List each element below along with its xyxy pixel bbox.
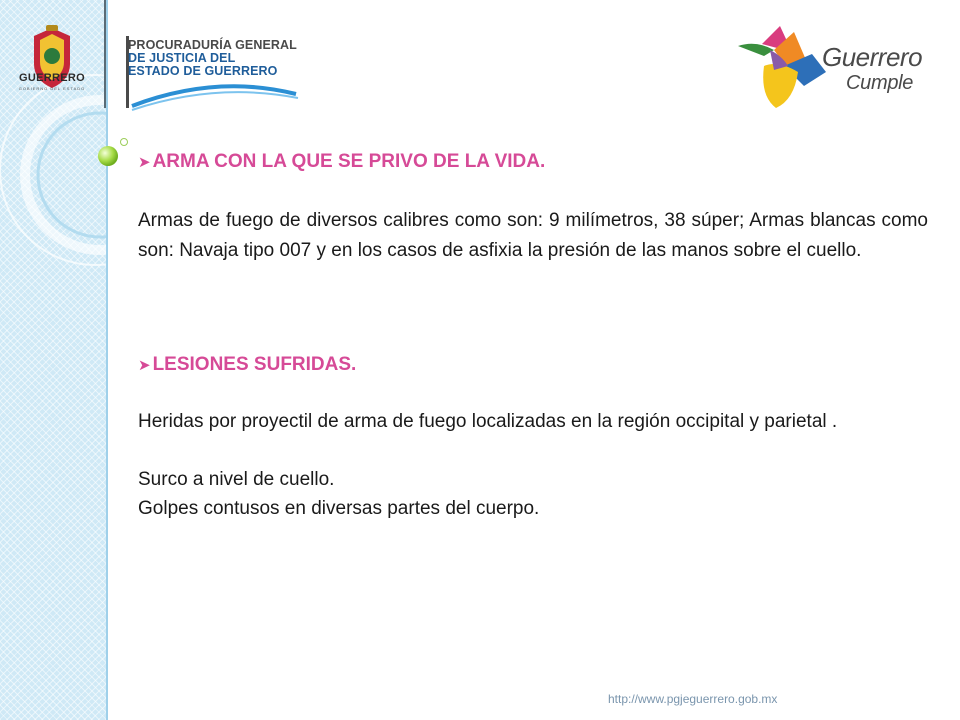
- header-divider: [104, 0, 106, 108]
- guerrero-cumple-bird-icon: [734, 26, 834, 112]
- arrow-bullet-icon: ➤: [138, 357, 151, 374]
- pgj-title-line-1: PROCURADURÍA GENERAL: [128, 38, 297, 52]
- campaign-word-1: Guerrero: [822, 42, 923, 72]
- section-heading-text: LESIONES SUFRIDAS.: [152, 354, 357, 375]
- decorative-circles: [0, 0, 106, 720]
- arrow-bullet-icon: ➤: [138, 154, 151, 171]
- pgj-title-line-3: ESTADO DE GUERRERO: [128, 64, 278, 78]
- section-heading-injuries: [138, 354, 928, 377]
- green-dot-icon: [94, 134, 134, 174]
- campaign-word-2: Cumple: [846, 72, 914, 94]
- section-body-weapon: Armas de fuego de diversos calibres como son: 9 milímetros, 38 súper; Armas blancas como son: Navaja tipo 007 y en los casos de asfixia la presión de las manos sobre el cuello.: [138, 210, 928, 261]
- injury-line: Golpes contusos en diversas partes del cuerpo.: [138, 498, 540, 519]
- section-heading-weapon: [138, 151, 928, 174]
- footer-url-link[interactable]: http://www.pgjeguerrero.gob.mx: [608, 692, 778, 706]
- state-logo-text: GUERRERO: [19, 72, 85, 84]
- state-logo-subtext: GOBIERNO DEL ESTADO: [18, 86, 86, 91]
- pgj-title-line-2: DE JUSTICIA DEL: [128, 51, 236, 65]
- section-heading-text: ARMA CON LA QUE SE PRIVO DE LA VIDA.: [152, 151, 546, 172]
- section-body-injuries: Heridas por proyectil de arma de fuego localizadas en la región occipital y parietal .: [138, 411, 838, 432]
- left-decorative-band: [0, 0, 108, 720]
- injury-line: Surco a nivel de cuello.: [138, 469, 335, 490]
